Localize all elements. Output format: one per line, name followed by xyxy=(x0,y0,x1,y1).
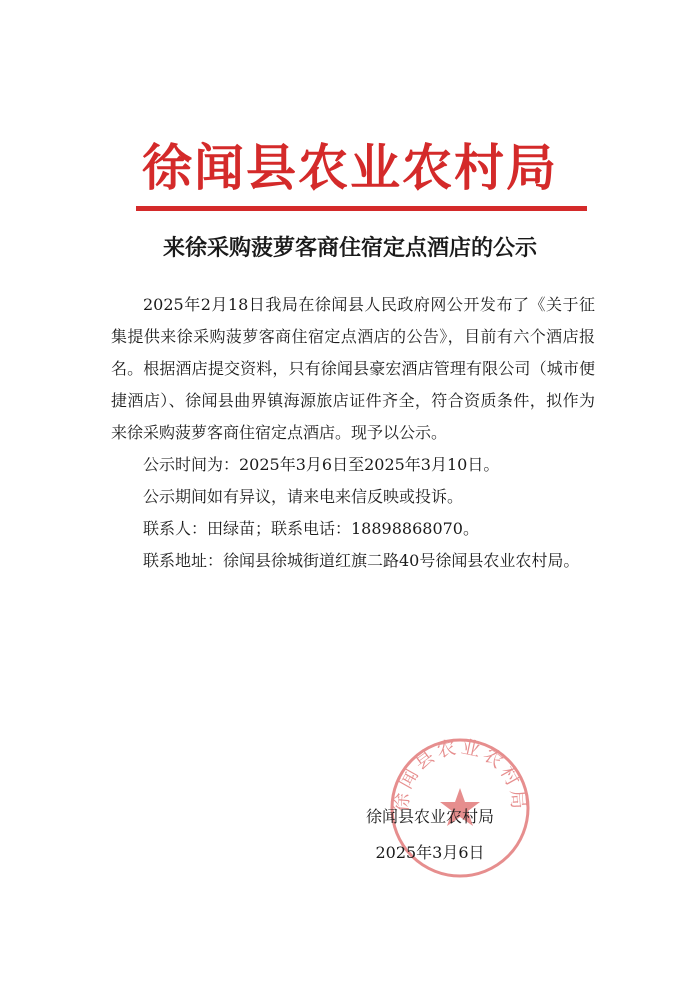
body-paragraph-period: 公示时间为：2025年3月6日至2025年3月10日。 xyxy=(143,455,500,474)
document-title: 来徐采购菠萝客商住宿定点酒店的公示 xyxy=(162,236,537,261)
body-paragraph-announcement: 2025年2月18日我局在徐闻县人民政府网公开发布了《关于征集提供来徐采购菠萝客商住宿定点酒店的公告》，目前有六个酒店报名。根据酒店提交资料，只有徐闻县豪宏酒店管理有限公司（城市便捷酒店）、徐闻县曲界镇海源旅店证件齐全，符合资质条件，拟作为来徐采购菠萝客商住宿定点酒店。现予以公示。 xyxy=(111,295,595,442)
body-paragraph-contact: 联系人：田绿苗；联系电话：18898868070。 xyxy=(143,519,479,538)
body-paragraph-address: 联系地址：徐闻县徐城街道红旗二路40号徐闻县农业农村局。 xyxy=(143,551,580,570)
signature-date: 2025年3月6日 xyxy=(375,843,485,862)
seal-arc-text: 徐闻县农业农村局 xyxy=(390,736,530,813)
masthead-org-name: 徐闻县农业农村局 xyxy=(142,139,558,197)
signature-org: 徐闻县农业农村局 xyxy=(365,807,494,826)
document-body xyxy=(111,289,595,577)
red-divider-line xyxy=(136,206,587,211)
body-paragraph-objection: 公示期间如有异议，请来电来信反映或投诉。 xyxy=(143,487,464,506)
